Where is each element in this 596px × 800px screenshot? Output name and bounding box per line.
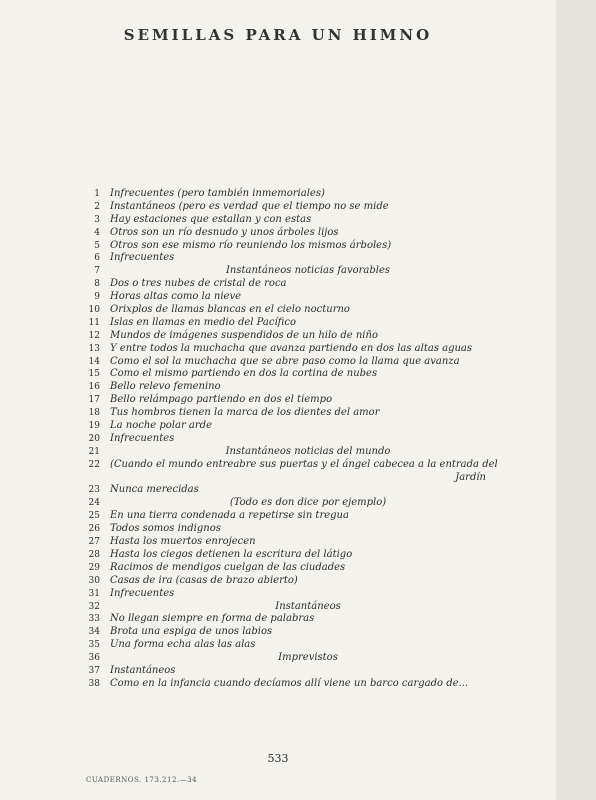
verse-line: [0, 265, 556, 278]
verse-line: [0, 252, 556, 265]
verse-line: [0, 381, 556, 394]
verse-text: Hasta los muertos enrojecen: [110, 536, 256, 548]
verse-line: [0, 317, 556, 330]
verse-number: 30: [88, 575, 100, 586]
verse-text: Infrecuentes: [110, 252, 175, 264]
verse-text: Orixplos de llamas blancas en el cielo nocturno: [110, 304, 350, 316]
verse-text: Como el mismo partiendo en dos la cortina de nubes: [110, 368, 378, 380]
verse-text: Bello relámpago partiendo en dos el tiempo: [110, 394, 333, 406]
verse-line: [0, 343, 556, 356]
verse-number: 1: [94, 189, 100, 199]
verse-text: Infrecuentes: [110, 432, 175, 444]
verse-line: [0, 330, 556, 343]
verse-number: 26: [88, 524, 100, 535]
verse-text: Como el sol la muchacha que se abre paso como la llama que avanza: [110, 355, 460, 367]
verse-line: [0, 549, 556, 562]
verse-line: [0, 639, 556, 652]
verse-line: [0, 240, 556, 253]
verse-line: [0, 601, 556, 614]
verse-number: 15: [88, 369, 100, 380]
verse-number: 16: [88, 382, 100, 393]
verse-line: [0, 368, 556, 381]
verse-number: 34: [88, 627, 100, 638]
verse-number: 9: [94, 292, 100, 303]
verse-line: [0, 227, 556, 240]
verse-number: 25: [88, 511, 100, 522]
verse-number: 13: [88, 343, 100, 354]
verse-number: 20: [88, 433, 100, 444]
verse-number: 32: [88, 601, 100, 612]
verse-number: 4: [94, 227, 100, 238]
verse-text: Nunca merecidas: [110, 484, 199, 496]
verse-line: [0, 356, 556, 369]
verse-number: 8: [94, 279, 100, 290]
verse-text: Horas altas como la nieve: [110, 291, 242, 303]
verse-text: La noche polar arde: [110, 420, 212, 432]
verse-number: 38: [88, 678, 100, 689]
verse-line: [0, 510, 556, 523]
verse-text: Otros son un río desnudo y unos árboles lijos: [110, 226, 339, 238]
verse-number: 21: [88, 446, 100, 457]
verse-text: Tus hombros tienen la marca de los dientes del amor: [110, 407, 380, 419]
verse-number: 33: [88, 614, 100, 625]
verse-line: [0, 484, 556, 497]
verse-line: [0, 613, 556, 626]
verse-text: Instantáneos (pero es verdad que el tiempo no se mide: [110, 200, 389, 212]
verse-text: (Cuando el mundo entreabre sus puertas y el ángel cabecea a la entrada del: [110, 458, 498, 470]
verse-line: [0, 201, 556, 214]
verse-text: Hasta los ciegos detienen la escritura del látigo: [110, 548, 353, 560]
verse-line: [0, 497, 556, 510]
page-number: 533: [267, 752, 289, 765]
verse-text: Infrecuentes: [110, 587, 175, 599]
verse-text: Como en la infancia cuando decíamos allí viene un barco cargado de...: [110, 677, 469, 689]
verse-line: [0, 278, 556, 291]
verse-line: [0, 652, 556, 665]
verse-number: 24: [88, 498, 100, 509]
verse-line: [0, 575, 556, 588]
verse-text: (Todo es don dice por ejemplo): [229, 497, 387, 509]
verse-number: 27: [88, 537, 100, 548]
verse-text: Instantáneos noticias del mundo: [225, 445, 391, 457]
verse-line: [0, 472, 556, 485]
footer-signature: CUADERNOS. 173.212.—34: [86, 776, 198, 784]
verse-text: Mundos de imágenes suspendidos de un hilo de niño: [110, 329, 378, 341]
poem-verses: [0, 188, 556, 691]
verse-line: [0, 433, 556, 446]
verse-number: 12: [88, 330, 100, 341]
verse-text: Instantáneos noticias favorables: [225, 265, 391, 277]
verse-line: [0, 420, 556, 433]
verse-line: [0, 394, 556, 407]
verse-line: [0, 407, 556, 420]
verse-number: 6: [94, 253, 100, 264]
verse-text: En una tierra condenada a repetirse sin tregua: [110, 510, 349, 522]
verse-number: 28: [88, 549, 100, 560]
verse-number: 19: [88, 421, 100, 432]
verse-text: Bello relevo femenino: [110, 381, 221, 393]
verse-number: 5: [94, 240, 100, 251]
verse-number: 2: [94, 201, 100, 212]
verse-line: [0, 536, 556, 549]
page-edge: [556, 0, 596, 800]
verse-line: [0, 665, 556, 678]
verse-line: [0, 214, 556, 227]
verse-number: 31: [88, 588, 100, 599]
verse-line: [0, 459, 556, 472]
poem-title: SEMILLAS PARA UN HIMNO: [123, 26, 433, 44]
verse-text: Una forma echa alas las alas: [110, 639, 256, 651]
verse-text: Y entre todos la muchacha que avanza partiendo en dos las altas aguas: [110, 342, 473, 354]
verse-number: 23: [88, 485, 100, 496]
verse-number: 10: [88, 305, 100, 316]
verse-text: Brota una espiga de unos labios: [110, 626, 273, 638]
verse-text: No llegan siempre en forma de palabras: [110, 613, 315, 625]
verse-number: 37: [88, 665, 100, 676]
verse-text: Dos o tres nubes de cristal de roca: [110, 278, 287, 290]
verse-text: Jardín: [455, 471, 486, 483]
verse-number: 7: [94, 266, 100, 277]
verse-line: [0, 626, 556, 639]
verse-text: Todos somos indignos: [110, 523, 221, 535]
verse-number: 35: [88, 640, 100, 651]
verse-text: Instantáneos: [110, 664, 176, 676]
verse-number: 18: [88, 408, 100, 419]
verse-text: Islas en llamas en medio del Pacífico: [110, 316, 296, 328]
verse-number: 22: [88, 459, 100, 470]
verse-number: 14: [88, 356, 100, 367]
verse-line: [0, 291, 556, 304]
verse-text: Hay estaciones que estallan y con estas: [110, 213, 312, 225]
verse-line: [0, 562, 556, 575]
verse-number: 3: [94, 214, 100, 225]
verse-number: 36: [88, 653, 100, 664]
verse-line: [0, 588, 556, 601]
verse-text: Imprevistos: [278, 652, 338, 664]
verse-text: Racimos de mendigos cuelgan de las ciudades: [110, 561, 346, 573]
verse-number: 29: [88, 562, 100, 573]
verse-line: [0, 188, 556, 201]
verse-line: [0, 678, 556, 691]
verse-number: 17: [88, 395, 100, 406]
verse-text: Infrecuentes (pero también inmemoriales): [110, 188, 325, 199]
verse-number: 11: [88, 317, 100, 328]
verse-text: Instantáneos: [275, 600, 341, 612]
verse-line: [0, 523, 556, 536]
verse-line: [0, 304, 556, 317]
verse-line: [0, 446, 556, 459]
verse-text: Casas de ira (casas de brazo abierto): [110, 574, 298, 586]
verse-text: Otros son ese mismo río reuniendo los mismos árboles): [110, 239, 392, 251]
